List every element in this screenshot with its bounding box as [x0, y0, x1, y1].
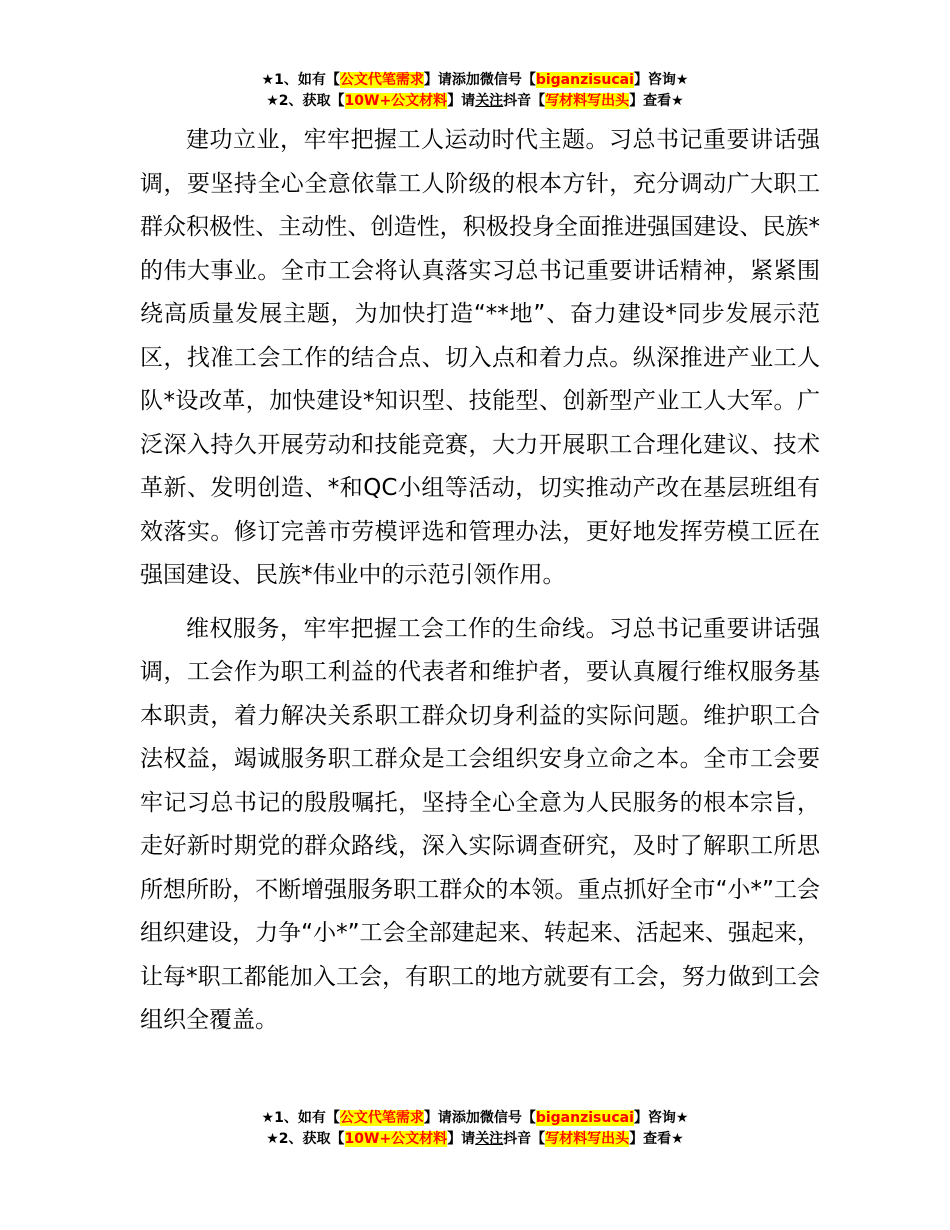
banner-highlight: 公文代笔需求 [339, 1110, 424, 1126]
banner-text: 】请 [447, 1131, 476, 1147]
banner-text: 】查看★ [629, 93, 684, 109]
banner-line-1 [0, 70, 950, 91]
wechat-id-highlight: biganzisucai [535, 1110, 634, 1126]
banner-underlined-text: 关注 [475, 1131, 504, 1147]
banner-highlight: 10W+公文材料 [344, 1131, 448, 1147]
banner-text: ★2、获取【 [266, 93, 345, 109]
paragraph-2: 维权服务，牢牢把握工会工作的生命线。习总书记重要讲话强调，工会作为职工利益的代表者和维护者，要认真履行维权服务基本职责，着力解决关系职工群众切身利益的实际问题。维护职工合法权益，竭诚服务职工群众是工会组织安身立命之本。全市工会要牢记习总书记的殷殷嘱托，坚持全心全意为人民服务的根本宗旨，走好新时期党的群众路线，深入实际调查研究，及时了解职工所思所想所盼，不断增强服务职工群众的本领。重点抓好全市“小*”工会组织建设，力争“小*”工会全部建起来、转起来、活起来、强起来，让每*职工都能加入工会，有职工的地方就要有工会，努力做到工会组织全覆盖。 [140, 615, 820, 1033]
douyin-id-highlight: 写材料写出头 [545, 1131, 630, 1147]
banner-highlight: 10W+公文材料 [344, 93, 448, 109]
banner-text: 抖音【 [503, 93, 546, 109]
banner-text: 】请添加微信号【 [423, 72, 536, 88]
paragraph-1: 建功立业，牢牢把握工人运动时代主题。习总书记重要讲话强调，要坚持全心全意依靠工人阶级的根本方针，充分调动广大职工群众积极性、主动性、创造性，积极投身全面推进强国建设、民族*的伟大事业。全市工会将认真落实习总书记重要讲话精神，紧紧围绕高质量发展主题，为加快打造“**地”、奋力建设*同步发展示范区，找准工会工作的结合点、切入点和着力点。纵深推进产业工人队*设改革，加快建设*知识型、技能型、创新型产业工人大军。广泛深入持久开展劳动和技能竞赛，大力开展职工合理化建议、技术革新、发明创造、*和QC小组等活动，切实推动产改在基层班组有效落实。修订完善市劳模评选和管理办法，更好地发挥劳模工匠在强国建设、民族*伟业中的示范引领作用。 [140, 127, 820, 588]
banner-text: ★1、如有【 [261, 1110, 340, 1126]
banner-text: ★1、如有【 [261, 72, 340, 88]
banner-text: 抖音【 [503, 1131, 546, 1147]
wechat-id-highlight: biganzisucai [535, 72, 634, 88]
header-banner [0, 70, 950, 112]
banner-underlined-text: 关注 [475, 93, 504, 109]
banner-text: 】请 [447, 93, 476, 109]
banner-line-2 [0, 91, 950, 112]
document-body [140, 119, 820, 1043]
banner-text: 】咨询★ [633, 72, 689, 88]
banner-line-1 [0, 1108, 950, 1129]
banner-text: 】查看★ [629, 1131, 684, 1147]
footer-banner [0, 1108, 950, 1150]
banner-text: ★2、获取【 [266, 1131, 345, 1147]
banner-text: 】请添加微信号【 [423, 1110, 536, 1126]
banner-text: 】咨询★ [633, 1110, 689, 1126]
banner-highlight: 公文代笔需求 [339, 72, 424, 88]
douyin-id-highlight: 写材料写出头 [545, 93, 630, 109]
banner-line-2 [0, 1129, 950, 1150]
